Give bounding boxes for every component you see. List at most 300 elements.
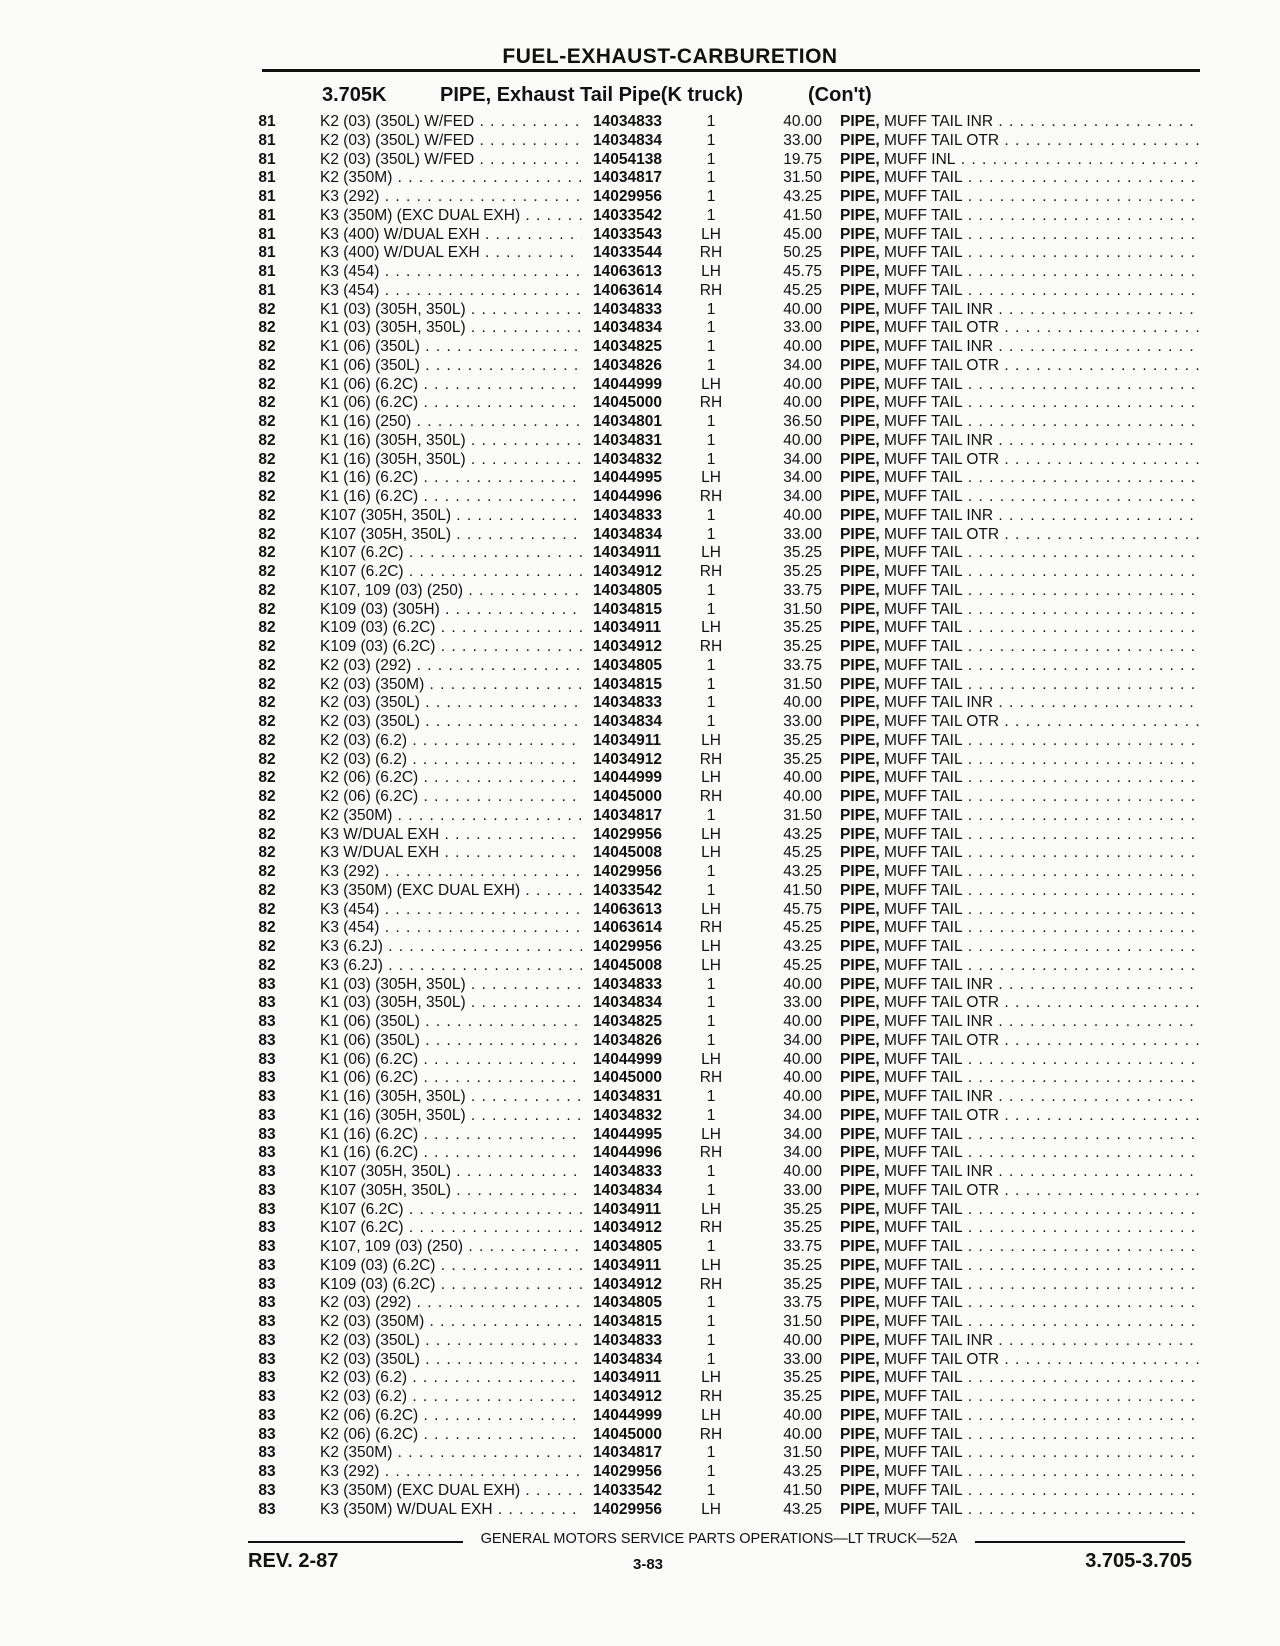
figure-number: 82 bbox=[258, 750, 276, 768]
part-number: 14034826 bbox=[593, 1031, 662, 1049]
part-description bbox=[840, 901, 1200, 920]
price: 35.25 bbox=[783, 619, 822, 637]
model-description: K1 (03) (305H, 350L) . . . bbox=[320, 994, 582, 1013]
part-name: PIPE, bbox=[840, 1144, 880, 1162]
part-detail: MUFF TAIL bbox=[883, 1275, 963, 1293]
part-detail: MUFF TAIL bbox=[883, 169, 963, 187]
part-number: 14044996 bbox=[593, 488, 662, 505]
figure-number: 81 bbox=[258, 281, 276, 299]
figure-number: 83 bbox=[258, 1106, 276, 1124]
quantity: 1 bbox=[706, 338, 716, 355]
price: 33.75 bbox=[783, 1294, 822, 1312]
part-name: PIPE, bbox=[840, 619, 880, 637]
list-item bbox=[0, 1257, 1280, 1276]
list-item bbox=[0, 526, 1280, 545]
quantity: 1 bbox=[706, 413, 716, 430]
figure-number: 81 bbox=[258, 225, 276, 243]
part-name: PIPE, bbox=[840, 244, 880, 262]
list-item bbox=[0, 1163, 1280, 1182]
list-item bbox=[0, 1444, 1280, 1463]
part-number: 14044995 bbox=[593, 1125, 662, 1143]
list-item bbox=[0, 788, 1280, 807]
part-name: PIPE, bbox=[840, 488, 880, 505]
part-description bbox=[840, 394, 1200, 413]
part-name: PIPE, bbox=[840, 131, 880, 149]
price: 33.75 bbox=[783, 656, 822, 674]
quantity: RH bbox=[699, 1388, 723, 1405]
list-item bbox=[0, 263, 1280, 282]
part-detail: MUFF TAIL bbox=[883, 656, 963, 674]
list-item bbox=[0, 1407, 1280, 1426]
footer-rule-left bbox=[248, 1541, 463, 1543]
price: 43.25 bbox=[783, 938, 822, 955]
part-description bbox=[840, 1182, 1200, 1201]
price: 40.00 bbox=[783, 1013, 822, 1030]
list-item bbox=[0, 1182, 1280, 1201]
part-name: PIPE, bbox=[840, 319, 880, 337]
part-detail: MUFF TAIL bbox=[883, 581, 963, 599]
part-number: 14034834 bbox=[593, 319, 662, 337]
quantity: RH bbox=[699, 244, 723, 262]
part-number: 14034834 bbox=[593, 1181, 662, 1199]
figure-number: 82 bbox=[258, 919, 276, 937]
figure-number: 82 bbox=[258, 544, 276, 562]
list-item bbox=[0, 1013, 1280, 1032]
part-name: PIPE, bbox=[840, 431, 880, 449]
model-description: K1 (03) (305H, 350L) . . . bbox=[320, 301, 582, 320]
list-item bbox=[0, 357, 1280, 376]
part-detail: MUFF TAIL bbox=[883, 225, 963, 243]
quantity: LH bbox=[701, 1050, 721, 1068]
part-detail: MUFF TAIL bbox=[883, 413, 963, 430]
part-number: 14033542 bbox=[593, 1481, 662, 1499]
part-detail: MUFF TAIL bbox=[883, 1294, 963, 1312]
model-description: K1 (06) (350L) . . . bbox=[320, 338, 582, 357]
page-header-title: FUEL-EXHAUST-CARBURETION bbox=[502, 45, 838, 68]
part-description bbox=[840, 132, 1200, 151]
part-description bbox=[840, 882, 1200, 901]
part-description bbox=[840, 469, 1200, 488]
part-number: 14034817 bbox=[593, 806, 662, 824]
quantity: 1 bbox=[706, 694, 716, 712]
part-detail: MUFF TAIL bbox=[883, 844, 963, 862]
part-number: 14045000 bbox=[593, 1425, 662, 1443]
list-item bbox=[0, 1238, 1280, 1257]
figure-number: 83 bbox=[258, 1406, 276, 1424]
price: 45.25 bbox=[783, 956, 822, 974]
list-item bbox=[0, 638, 1280, 657]
price: 34.00 bbox=[783, 488, 822, 505]
part-description bbox=[840, 188, 1200, 207]
part-description bbox=[840, 1369, 1200, 1388]
part-number: 14033542 bbox=[593, 881, 662, 899]
price: 40.00 bbox=[783, 1406, 822, 1424]
part-detail: MUFF TAIL bbox=[883, 769, 963, 787]
part-detail: MUFF TAIL bbox=[883, 1500, 963, 1518]
quantity: LH bbox=[701, 1125, 721, 1143]
model-description: K3 (454) . . . bbox=[320, 282, 582, 301]
figure-number: 82 bbox=[258, 675, 276, 693]
list-item bbox=[0, 1332, 1280, 1351]
part-name: PIPE, bbox=[840, 1406, 880, 1424]
part-detail: MUFF TAIL bbox=[883, 1069, 963, 1087]
part-description bbox=[840, 507, 1200, 526]
part-name: PIPE, bbox=[840, 563, 880, 580]
part-name: PIPE, bbox=[840, 713, 880, 730]
quantity: 1 bbox=[706, 450, 716, 468]
quantity: 1 bbox=[706, 1013, 716, 1030]
price: 33.00 bbox=[783, 319, 822, 337]
part-detail: MUFF TAIL bbox=[883, 675, 963, 693]
part-name: PIPE, bbox=[840, 844, 880, 862]
figure-number: 82 bbox=[258, 319, 276, 337]
part-description bbox=[840, 207, 1200, 226]
quantity: RH bbox=[699, 1275, 723, 1293]
part-name: PIPE, bbox=[840, 919, 880, 937]
quantity: 1 bbox=[706, 1350, 716, 1368]
part-name: PIPE, bbox=[840, 450, 880, 468]
figure-number: 83 bbox=[258, 1144, 276, 1162]
part-description bbox=[840, 619, 1200, 638]
list-item bbox=[0, 1426, 1280, 1445]
part-name: PIPE, bbox=[840, 694, 880, 712]
part-description bbox=[840, 1351, 1200, 1370]
model-description: K1 (16) (305H, 350L) . . . bbox=[320, 1088, 582, 1107]
quantity: 1 bbox=[706, 806, 716, 824]
part-number: 14063614 bbox=[593, 281, 662, 299]
price: 40.00 bbox=[783, 1163, 822, 1180]
figure-number: 83 bbox=[258, 1256, 276, 1274]
price: 34.00 bbox=[783, 1144, 822, 1162]
price: 33.00 bbox=[783, 713, 822, 730]
part-number: 14045000 bbox=[593, 1069, 662, 1087]
figure-number: 83 bbox=[258, 1163, 276, 1180]
part-description bbox=[840, 319, 1200, 338]
part-detail: MUFF TAIL bbox=[883, 1125, 963, 1143]
quantity: 1 bbox=[706, 1313, 716, 1330]
quantity: 1 bbox=[706, 169, 716, 187]
figure-number: 83 bbox=[258, 1088, 276, 1105]
model-description: K107, 109 (03) (250) . . . bbox=[320, 1238, 582, 1257]
part-name: PIPE, bbox=[840, 506, 880, 524]
part-detail: MUFF TAIL INR bbox=[883, 694, 994, 712]
part-detail: MUFF TAIL INR bbox=[883, 975, 994, 993]
part-name: PIPE, bbox=[840, 731, 880, 749]
price: 40.00 bbox=[783, 1331, 822, 1349]
footer-revision: REV. 2-87 bbox=[248, 1550, 339, 1572]
part-number: 14034801 bbox=[593, 413, 662, 430]
model-description: K1 (16) (305H, 350L) . . . bbox=[320, 432, 582, 451]
list-item bbox=[0, 957, 1280, 976]
part-name: PIPE, bbox=[840, 1294, 880, 1312]
part-detail: MUFF TAIL bbox=[883, 919, 963, 937]
model-description: K3 (350M) W/DUAL EXH . . . bbox=[320, 1501, 582, 1520]
part-detail: MUFF TAIL bbox=[883, 1050, 963, 1068]
quantity: 1 bbox=[706, 188, 716, 205]
part-detail: MUFF TAIL bbox=[883, 375, 963, 393]
model-description: K2 (06) (6.2C) . . . bbox=[320, 788, 582, 807]
part-name: PIPE, bbox=[840, 1031, 880, 1049]
part-detail: MUFF TAIL bbox=[883, 619, 963, 637]
list-item bbox=[0, 1501, 1280, 1520]
figure-number: 81 bbox=[258, 113, 276, 130]
price: 35.25 bbox=[783, 1219, 822, 1237]
quantity: 1 bbox=[706, 1031, 716, 1049]
model-description: K3 (400) W/DUAL EXH . . . bbox=[320, 226, 582, 245]
quantity: LH bbox=[701, 375, 721, 393]
part-description bbox=[840, 488, 1200, 507]
part-number: 14034805 bbox=[593, 1238, 662, 1255]
quantity: RH bbox=[699, 919, 723, 937]
figure-number: 83 bbox=[258, 1500, 276, 1518]
model-description: K2 (03) (6.2) . . . bbox=[320, 751, 582, 770]
part-name: PIPE, bbox=[840, 581, 880, 599]
part-number: 14034912 bbox=[593, 638, 662, 655]
model-description: K1 (03) (305H, 350L) . . . bbox=[320, 976, 582, 995]
price: 35.25 bbox=[783, 563, 822, 580]
part-name: PIPE, bbox=[840, 656, 880, 674]
model-description: K1 (16) (250) . . . bbox=[320, 413, 582, 432]
part-detail: MUFF TAIL bbox=[883, 1219, 963, 1237]
price: 34.00 bbox=[783, 1125, 822, 1143]
part-detail: MUFF TAIL bbox=[883, 731, 963, 749]
list-item bbox=[0, 601, 1280, 620]
price: 33.00 bbox=[783, 1350, 822, 1368]
part-name: PIPE, bbox=[840, 1313, 880, 1330]
part-detail: MUFF TAIL INR bbox=[883, 1088, 994, 1105]
price: 35.25 bbox=[783, 1256, 822, 1274]
part-detail: MUFF TAIL bbox=[883, 488, 963, 505]
part-description bbox=[840, 244, 1200, 263]
list-item bbox=[0, 1107, 1280, 1126]
model-description: K109 (03) (6.2C) . . . bbox=[320, 619, 582, 638]
part-number: 14034834 bbox=[593, 713, 662, 730]
model-description: K3 (350M) (EXC DUAL EXH) . . . bbox=[320, 1482, 582, 1501]
list-item bbox=[0, 282, 1280, 301]
model-description: K2 (03) (6.2) . . . bbox=[320, 732, 582, 751]
footer-publisher: GENERAL MOTORS SERVICE PARTS OPERATIONS—LT TRUCK—52A bbox=[480, 1531, 958, 1547]
part-detail: MUFF TAIL INR bbox=[883, 506, 994, 524]
part-number: 14044995 bbox=[593, 469, 662, 487]
part-name: PIPE, bbox=[840, 994, 880, 1012]
part-name: PIPE, bbox=[840, 1369, 880, 1387]
figure-number: 83 bbox=[258, 1069, 276, 1087]
model-description: K109 (03) (305H) . . . bbox=[320, 601, 582, 620]
list-item bbox=[0, 751, 1280, 770]
part-number: 14034911 bbox=[593, 1256, 662, 1274]
model-description: K3 (454) . . . bbox=[320, 901, 582, 920]
part-number: 14034833 bbox=[593, 1331, 662, 1349]
list-item bbox=[0, 1463, 1280, 1482]
model-description: K109 (03) (6.2C) . . . bbox=[320, 1276, 582, 1295]
part-description bbox=[840, 694, 1200, 713]
part-detail: MUFF INL bbox=[883, 150, 956, 168]
part-description bbox=[840, 1107, 1200, 1126]
model-description: K1 (06) (6.2C) . . . bbox=[320, 1051, 582, 1070]
figure-number: 82 bbox=[258, 713, 276, 730]
part-name: PIPE, bbox=[840, 525, 880, 543]
list-item bbox=[0, 1276, 1280, 1295]
list-item bbox=[0, 338, 1280, 357]
list-item bbox=[0, 244, 1280, 263]
figure-number: 82 bbox=[258, 619, 276, 637]
part-name: PIPE, bbox=[840, 1425, 880, 1443]
part-description bbox=[840, 301, 1200, 320]
quantity: 1 bbox=[706, 600, 716, 618]
list-item bbox=[0, 1294, 1280, 1313]
part-number: 14034825 bbox=[593, 1013, 662, 1030]
part-description bbox=[840, 1257, 1200, 1276]
list-item bbox=[0, 901, 1280, 920]
quantity: RH bbox=[699, 563, 723, 580]
model-description: K107 (305H, 350L) . . . bbox=[320, 526, 582, 545]
part-description bbox=[840, 863, 1200, 882]
part-description bbox=[840, 844, 1200, 863]
model-description: K3 (454) . . . bbox=[320, 263, 582, 282]
figure-number: 82 bbox=[258, 581, 276, 599]
quantity: 1 bbox=[706, 1331, 716, 1349]
part-description bbox=[840, 1163, 1200, 1182]
part-name: PIPE, bbox=[840, 1069, 880, 1087]
part-name: PIPE, bbox=[840, 1200, 880, 1218]
part-number: 14034831 bbox=[593, 1088, 662, 1105]
figure-number: 82 bbox=[258, 338, 276, 355]
part-description bbox=[840, 788, 1200, 807]
quantity: LH bbox=[701, 900, 721, 918]
quantity: LH bbox=[701, 544, 721, 562]
figure-number: 83 bbox=[258, 1444, 276, 1462]
part-description bbox=[840, 357, 1200, 376]
part-number: 14034833 bbox=[593, 694, 662, 712]
list-item bbox=[0, 1351, 1280, 1370]
list-item bbox=[0, 1313, 1280, 1332]
part-number: 14034834 bbox=[593, 994, 662, 1012]
quantity: RH bbox=[699, 1144, 723, 1162]
model-description: K2 (03) (350M) . . . bbox=[320, 676, 582, 695]
model-description: K2 (03) (292) . . . bbox=[320, 657, 582, 676]
quantity: 1 bbox=[706, 131, 716, 149]
figure-number: 82 bbox=[258, 656, 276, 674]
part-name: PIPE, bbox=[840, 1125, 880, 1143]
part-description bbox=[840, 1501, 1200, 1520]
price: 41.50 bbox=[783, 206, 822, 224]
part-detail: MUFF TAIL bbox=[883, 956, 963, 974]
part-description bbox=[840, 769, 1200, 788]
list-item bbox=[0, 807, 1280, 826]
model-description: K2 (03) (350L) W/FED . . . bbox=[320, 113, 582, 132]
section-title: PIPE, Exhaust Tail Pipe(K truck) bbox=[440, 84, 744, 106]
part-number: 14063613 bbox=[593, 263, 662, 280]
price: 31.50 bbox=[783, 806, 822, 824]
part-number: 14034833 bbox=[593, 113, 662, 130]
quantity: 1 bbox=[706, 300, 716, 318]
price: 36.50 bbox=[783, 413, 822, 430]
figure-number: 83 bbox=[258, 1238, 276, 1255]
figure-number: 82 bbox=[258, 638, 276, 655]
header-rule bbox=[262, 69, 1200, 72]
part-name: PIPE, bbox=[840, 956, 880, 974]
part-name: PIPE, bbox=[840, 769, 880, 787]
quantity: 1 bbox=[706, 150, 716, 168]
part-description bbox=[840, 826, 1200, 845]
part-name: PIPE, bbox=[840, 863, 880, 880]
quantity: 1 bbox=[706, 581, 716, 599]
part-description bbox=[840, 1407, 1200, 1426]
part-number: 14029956 bbox=[593, 938, 662, 955]
model-description: K3 (350M) (EXC DUAL EXH) . . . bbox=[320, 207, 582, 226]
model-description: K1 (06) (350L) . . . bbox=[320, 1013, 582, 1032]
figure-number: 82 bbox=[258, 431, 276, 449]
part-name: PIPE, bbox=[840, 900, 880, 918]
list-item bbox=[0, 938, 1280, 957]
list-item bbox=[0, 413, 1280, 432]
price: 33.75 bbox=[783, 581, 822, 599]
part-description bbox=[840, 732, 1200, 751]
part-number: 14029956 bbox=[593, 1463, 662, 1480]
part-name: PIPE, bbox=[840, 806, 880, 824]
part-number: 14029956 bbox=[593, 188, 662, 205]
part-detail: MUFF TAIL OTR bbox=[883, 1181, 1000, 1199]
quantity: LH bbox=[701, 938, 721, 955]
part-description bbox=[840, 938, 1200, 957]
part-description bbox=[840, 1332, 1200, 1351]
price: 31.50 bbox=[783, 675, 822, 693]
part-number: 14034805 bbox=[593, 1294, 662, 1312]
price: 45.25 bbox=[783, 844, 822, 862]
quantity: RH bbox=[699, 1219, 723, 1237]
part-description bbox=[840, 282, 1200, 301]
part-detail: MUFF TAIL bbox=[883, 600, 963, 618]
figure-number: 83 bbox=[258, 1275, 276, 1293]
list-item bbox=[0, 582, 1280, 601]
figure-number: 83 bbox=[258, 1125, 276, 1143]
quantity: RH bbox=[699, 750, 723, 768]
figure-number: 81 bbox=[258, 206, 276, 224]
price: 41.50 bbox=[783, 881, 822, 899]
list-item bbox=[0, 619, 1280, 638]
figure-number: 83 bbox=[258, 1388, 276, 1405]
part-number: 14034833 bbox=[593, 975, 662, 993]
model-description: K1 (16) (6.2C) . . . bbox=[320, 1126, 582, 1145]
figure-number: 82 bbox=[258, 469, 276, 487]
part-number: 14034912 bbox=[593, 1219, 662, 1237]
list-item bbox=[0, 882, 1280, 901]
figure-number: 82 bbox=[258, 731, 276, 749]
figure-number: 83 bbox=[258, 1013, 276, 1030]
model-description: K1 (06) (350L) . . . bbox=[320, 1032, 582, 1051]
list-item bbox=[0, 713, 1280, 732]
quantity: LH bbox=[701, 1500, 721, 1518]
part-name: PIPE, bbox=[840, 169, 880, 187]
list-item bbox=[0, 319, 1280, 338]
part-name: PIPE, bbox=[840, 469, 880, 487]
quantity: 1 bbox=[706, 319, 716, 337]
price: 34.00 bbox=[783, 1031, 822, 1049]
part-detail: MUFF TAIL OTR bbox=[883, 356, 1000, 374]
quantity: LH bbox=[701, 469, 721, 487]
figure-number: 83 bbox=[258, 1369, 276, 1387]
model-description: K109 (03) (6.2C) . . . bbox=[320, 638, 582, 657]
price: 40.00 bbox=[783, 431, 822, 449]
price: 41.50 bbox=[783, 1481, 822, 1499]
figure-number: 83 bbox=[258, 994, 276, 1012]
part-detail: MUFF TAIL OTR bbox=[883, 319, 1000, 337]
model-description: K1 (16) (6.2C) . . . bbox=[320, 469, 582, 488]
part-description bbox=[840, 1032, 1200, 1051]
price: 40.00 bbox=[783, 506, 822, 524]
model-description: K1 (06) (350L) . . . bbox=[320, 357, 582, 376]
part-number: 14045008 bbox=[593, 844, 662, 862]
